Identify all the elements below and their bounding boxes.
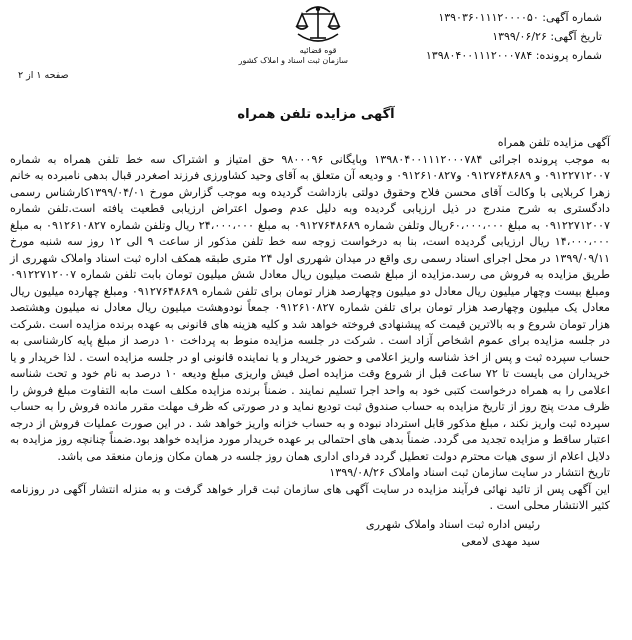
ad-metadata bbox=[426, 8, 602, 65]
case-number-row: شماره پرونده: ۱۳۹۸۰۴۰۰۱۱۱۲۰۰۰۷۸۴ bbox=[425, 49, 602, 62]
document-title: آگهی مزایده تلفن همراه bbox=[237, 107, 395, 122]
main-paragraph: به موجب پرونده اجرائی ۱۳۹۸۰۴۰۰۱۱۱۲۰۰۰۷۸۴ وبایگانی ۹۸۰۰۰۹۶ حق امتیاز و اشتراک سه خط تلفن همراه به شماره ۰۹۱۲۲۷۱۲۰۰۷ و ۰۹۱۲۷۶۴۸۶۸۹ و۰۹۱۲۶۱۰۸۲۷ و ودیعه آن متعلق به آقای وحید کشاورزی فرزند اصغردر قبال بدهی نامبرده به خانم زهرا کربلایی با وکالت آقای محسن فلاح وحقوق دولتی بازداشت گردیده وبه موجب گزارش مورخ ۱۳۹۹/۰۴/۰۱کارشناس رسمی دادگستری به شرح مندرج در ذیل ارزیابی گردیده وبه دلیل عدم وصول اعتراض ارزیابی قطعیت یافته است.تلفن شماره ۰۹۱۲۲۷۱۲۰۰۷ به مبلغ ۶۰،۰۰۰،۰۰۰ریال وتلفن شماره ۰۹۱۲۷۶۴۸۶۸۹ به مبلغ ۲۴،۰۰۰،۰۰۰ ریال وتلفن شماره ۰۹۱۲۶۱۰۸۲۷ به مبلغ ۱۴،۰۰۰،۰۰۰ ریال ارزیابی گردیده است، بنا به درخواست زوجه سه خط تلفن مذکور از ساعت ۹ الی ۱۲ روز سه شنبه مورخ ۱۳۹۹/۰۹/۱۱ در محل اجرای اسناد رسمی ری واقع در میدان شهرری اول ۲۴ متری طبقه همکف اداره ثبت اسناد واملاک شهرری از طریق مزایده به فروش می رسد.مزایده از مبلغ شصت میلیون ریال معادل شش میلیون تومان بابت تلفن شماره ۰۹۱۲۲۷۱۲۰۰۷ ومبلغ بیست وچهار میلیون ریال معادل دو میلیون وچهارصد هزار تومان برای تلفن شماره ۰۹۱۲۷۶۴۸۶۸۹ ومبلغ چهارده میلیون ریال معادل یک میلیون وچهارصد هزار تومان برای تلفن شماره ۰۹۱۲۶۱۰۸۲۷ جمعاً نودوهشت میلیون ریال معادل نه میلیون وهشتصد هزار تومان شروع و به بالاترین قیمت که پیشنهادی فروخته خواهد شد و کلیه هزینه های قانونی به عهده برنده مزایده است .شرکت در جلسه مزایده برای عموم اشخاص آزاد است . شرکت در جلسه مزایده منوط به پرداخت ۱۰ درصد از مبلغ پایه کارشناسی به حساب سپرده ثبت و پس از اخذ شناسه واریز اعلامی و حضور خریدار و یا نماینده قانونی او در جلسه مزایده است . لذا خریدار و یا خریداران می بایست تا ۷۲ ساعت قبل از شروع وقت مزایده اصل فیش واریزی مبلغ ودیعه ۱۰ درصد به نام خود و تحت شناسه اعلامی را به همراه درخواست کتبی خود به واحد اجرا تسلیم نمایند . ضمناً برنده مزایده مکلف است مابه التفاوت مبلغ فروش را ظرف مدت پنج روز از تاریخ مزایده به حساب صندوق ثبت تودیع نماید و در صورتی که ظرف مهلت مقرر مانده فروش را به حساب سپرده ثبت واریز نکند ، مبلغ مذکور قابل استرداد نبوده و به حساب خزانه واریز خواهد شد . در این صورت عملیات فروش از درجه اعتبار ساقط و مزایده تجدید می گردد. ضمناً بدهی های احتمالی بر عهده خریدار مورد مزایده خواهد بود.ضمناً چنانچه روز مزایده به دلایل اعلام از سوی هیات محترم دولت تعطیل گردد فردای اداری همان روز جلسه در همان مکان وزمان منعقد می باشد. bbox=[10, 152, 611, 463]
ad-number-value: ۱۳۹۰۳۶۰۱۱۱۲۰۰۰۰۵۰ bbox=[438, 11, 539, 24]
ad-date-label: تاریخ آگهی bbox=[554, 30, 602, 43]
ad-number-label: شماره آگهی bbox=[545, 11, 602, 24]
case-number-value: ۱۳۹۸۰۴۰۰۱۱۱۲۰۰۰۷۸۴ bbox=[425, 49, 533, 62]
final-paragraph: این آگهی پس از تائید نهائی فرآیند مزایده در سایت آگهی های سازمان ثبت قرار خواهد گرفت و به منزله انتشار آگهی در روزنامه کثیر الانتشار محلی است . bbox=[10, 482, 610, 512]
scales-emblem-icon bbox=[288, 4, 348, 46]
document-body bbox=[10, 135, 610, 550]
emblem-caption-judiciary: قوه قضائیه bbox=[299, 46, 337, 55]
page-indicator: صفحه ۱ از ۲ bbox=[18, 70, 69, 81]
judiciary-emblem bbox=[238, 4, 348, 66]
ad-date-row: تاریخ آگهی: ۱۳۹۹/۰۶/۲۶ bbox=[492, 30, 602, 43]
document-subtitle: آگهی مزایده تلفن همراه bbox=[497, 136, 610, 149]
signature-block bbox=[10, 516, 610, 550]
emblem-caption-organization: سازمان ثبت اسناد و املاک کشور bbox=[238, 56, 348, 65]
ad-number-row: شماره آگهی: ۱۳۹۰۳۶۰۱۱۱۲۰۰۰۰۵۰ bbox=[438, 11, 602, 24]
signature-name: سید مهدی لامعی bbox=[461, 534, 540, 548]
publication-date: تاریخ انتشار در سایت سازمان ثبت اسناد واملاک ۱۳۹۹/۰۸/۲۶ bbox=[329, 466, 610, 479]
case-number-label: شماره پرونده bbox=[539, 49, 602, 62]
ad-date-value: ۱۳۹۹/۰۶/۲۶ bbox=[492, 30, 547, 43]
signature-title: رئیس اداره ثبت اسناد واملاک شهرری bbox=[365, 517, 540, 531]
